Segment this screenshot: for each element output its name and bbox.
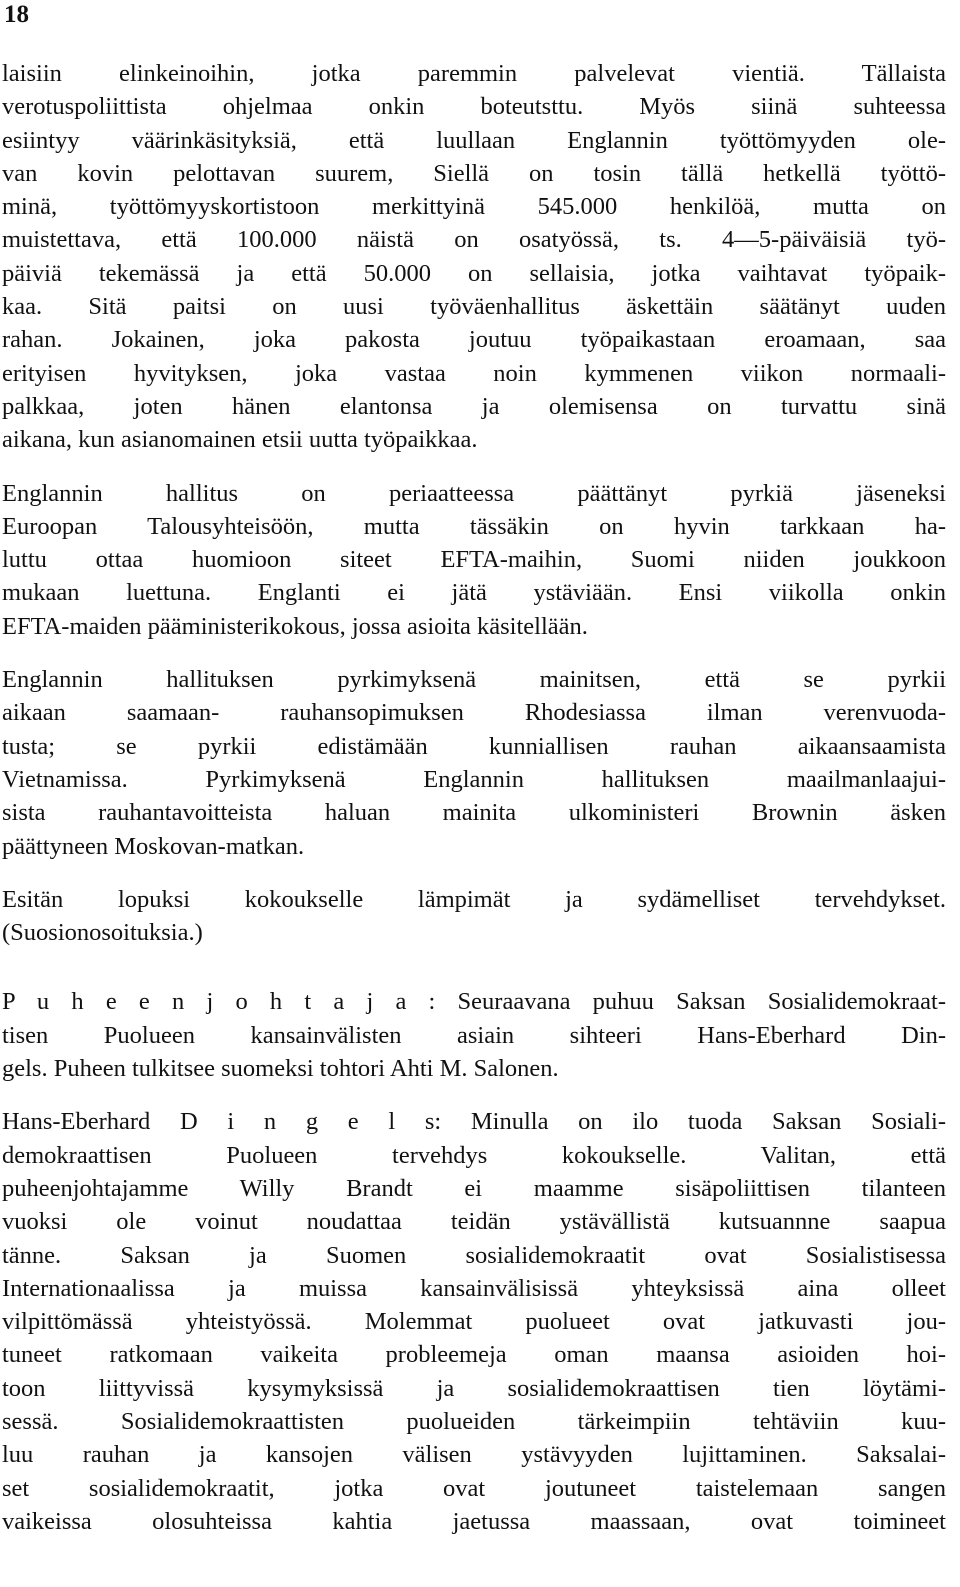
paragraph	[2, 477, 946, 643]
text-line: puheenjohtajamme Willy Brandt ei maamme sisäpoliittisen tilanteen	[2, 1174, 946, 1202]
text-line: Vietnamissa. Pyrkimyksenä Englannin hallituksen maailmanlaajui-	[2, 765, 946, 793]
text-line: tuneet ratkomaan vaikeita probleemeja oman maansa asioiden hoi-	[2, 1341, 946, 1369]
text-line: tisen Puolueen kansainvälisten asiain sihteeri Hans-Eberhard Din-	[2, 1021, 946, 1049]
text-line: verotuspoliittista ohjelmaa onkin boteutsttu. Myös siinä suhteessa	[2, 93, 946, 121]
text-line: vuoksi ole voinut noudattaa teidän ystävällistä kutsuannne saapua	[2, 1208, 946, 1236]
text-line: gels. Puheen tulkitsee suomeksi tohtori Ahti M. Salonen.	[2, 1055, 559, 1083]
text-line: tusta; se pyrkii edistämään kunniallisen rauhan aikaansaamista	[2, 732, 946, 760]
page-number: 18	[4, 1, 29, 28]
paragraph	[2, 663, 946, 863]
text-line: kaa. Sitä paitsi on uusi työväenhallitus äskettäin säätänyt uuden	[2, 293, 946, 321]
text-line: palkkaa, joten hänen elantonsa ja olemisensa on turvattu sinä	[2, 392, 946, 420]
text-line: tänne. Saksan ja Suomen sosialidemokraatit ovat Sosialistisessa	[2, 1241, 946, 1269]
text-line: Englannin hallituksen pyrkimyksenä mainitsen, että se pyrkii	[2, 666, 946, 694]
paragraph	[2, 57, 946, 457]
paragraph	[2, 985, 946, 1085]
text-line: demokraattisen Puolueen tervehdys kokoukselle. Valitan, että	[2, 1141, 946, 1169]
text-line: aikana, kun asianomainen etsii uutta työpaikkaa.	[2, 426, 478, 454]
text-line: vilpittömässä yhteistyössä. Molemmat puolueet ovat jatkuvasti jou-	[2, 1308, 946, 1336]
text-line: EFTA-maiden pääministerikokous, jossa asioita käsitellään.	[2, 612, 588, 640]
paragraph	[2, 1105, 946, 1538]
text-line: päättyneen Moskovan-matkan.	[2, 832, 305, 860]
text-line: set sosialidemokraatit, jotka ovat joutuneet taistelemaan sangen	[2, 1474, 946, 1502]
text-line: erityisen hyvityksen, joka vastaa noin kymmenen viikon normaali-	[2, 359, 946, 387]
text-line: (Suosionosoituksia.)	[2, 919, 203, 947]
text-line: minä, työttömyyskortistoon merkittyinä 545.000 henkilöä, mutta on	[2, 193, 946, 221]
text-line: esiintyy väärinkäsityksiä, että luullaan Englannin työttömyyden ole-	[2, 126, 946, 154]
text-line: luu rauhan ja kansojen välisen ystävyyden lujittaminen. Saksalai-	[2, 1441, 946, 1469]
text-line: luttu ottaa huomioon siteet EFTA-maihin, Suomi niiden joukkoon	[2, 546, 946, 574]
text-line: Esitän lopuksi kokoukselle lämpimät ja sydämelliset tervehdykset.	[2, 885, 946, 913]
text-line: Internationaalissa ja muissa kansainvälisissä yhteyksissä aina olleet	[2, 1274, 946, 1302]
text-line: sista rauhantavoitteista haluan mainita ulkoministeri Brownin äsken	[2, 799, 946, 827]
text-line: Euroopan Talousyhteisöön, mutta tässäkin on hyvin tarkkaan ha-	[2, 512, 946, 540]
paragraph	[2, 883, 946, 950]
text-line: muistettava, että 100.000 näistä on osatyössä, ts. 4—5-päiväisiä työ-	[2, 226, 946, 254]
text-line: Hans-Eberhard D i n g e l s: Minulla on ilo tuoda Saksan Sosiali-	[2, 1108, 946, 1136]
text-line: mukaan luettuna. Englanti ei jätä ystäviään. Ensi viikolla onkin	[2, 579, 946, 607]
text-line: van kovin pelottavan suurem, Siellä on tosin tällä hetkellä työttö-	[2, 159, 946, 187]
document-body	[2, 57, 946, 1538]
text-line: rahan. Jokainen, joka pakosta joutuu työpaikastaan eroamaan, saa	[2, 326, 946, 354]
text-line: toon liittyvissä kysymyksissä ja sosialidemokraattisen tien löytämi-	[2, 1374, 946, 1402]
text-line: aikaan saamaan- rauhansopimuksen Rhodesiassa ilman verenvuoda-	[2, 699, 946, 727]
text-line: vaikeissa olosuhteissa kahtia jaetussa maassaan, ovat toimineet	[2, 1507, 946, 1535]
text-line: päiviä tekemässä ja että 50.000 on sellaisia, jotka vaihtavat työpaik-	[2, 259, 946, 287]
text-line: P u h e e n j o h t a j a : Seuraavana puhuu Saksan Sosialidemokraat-	[2, 988, 946, 1016]
text-line: sessä. Sosialidemokraattisten puolueiden tärkeimpiin tehtäviin kuu-	[2, 1407, 946, 1435]
text-line: laisiin elinkeinoihin, jotka paremmin palvelevat vientiä. Tällaista	[2, 60, 946, 87]
text-line: Englannin hallitus on periaatteessa päättänyt pyrkiä jäseneksi	[2, 479, 946, 507]
